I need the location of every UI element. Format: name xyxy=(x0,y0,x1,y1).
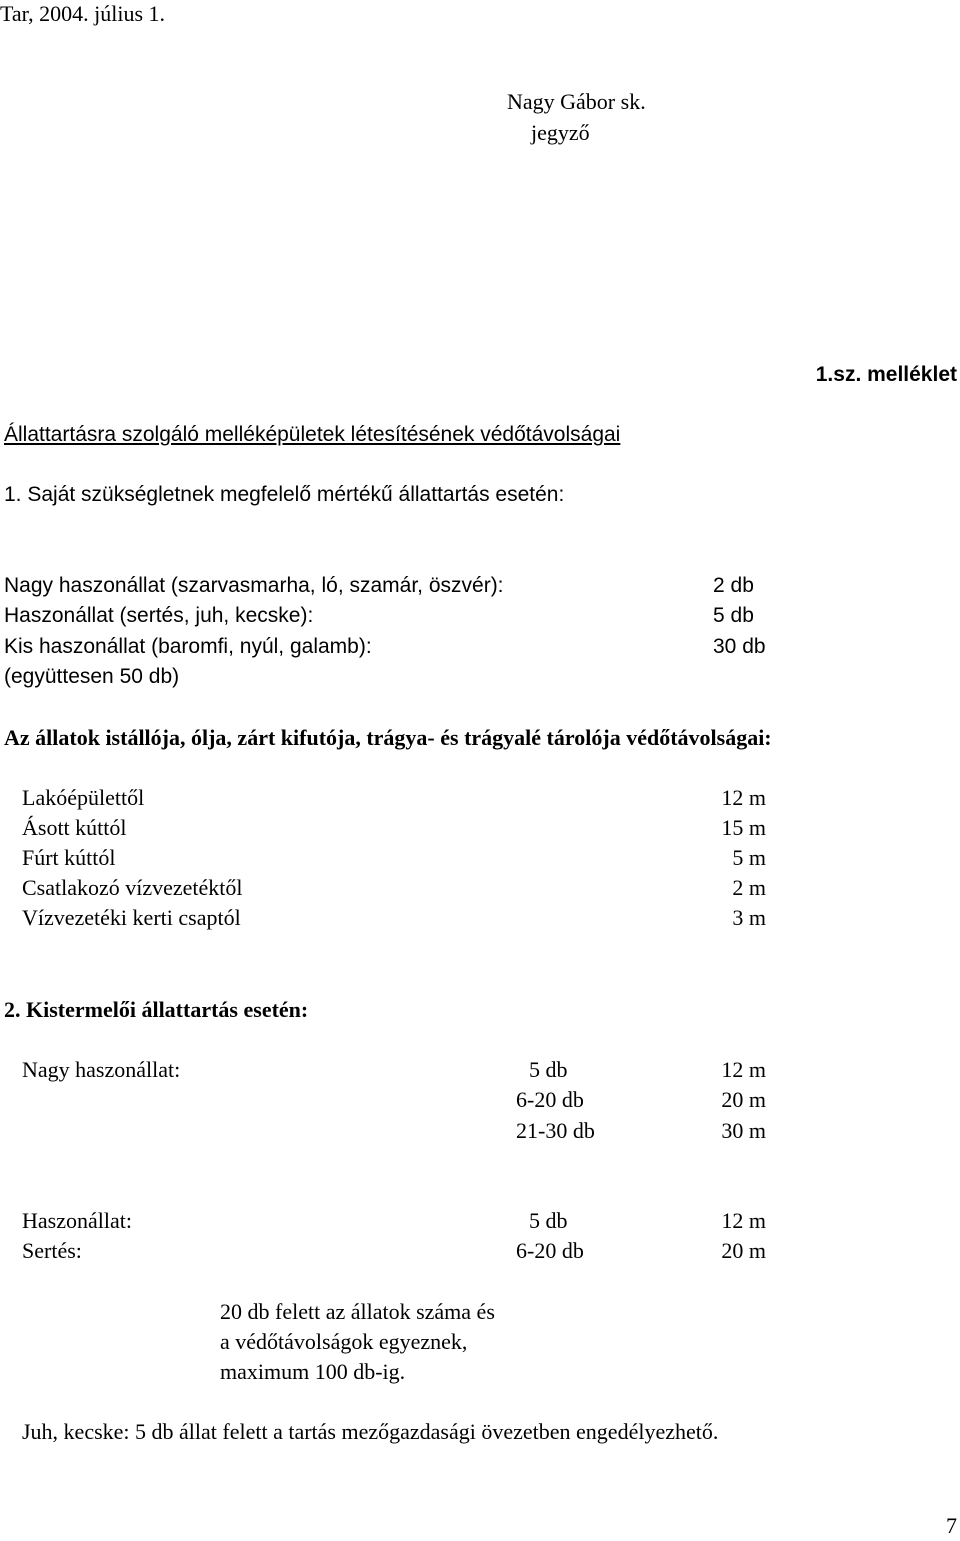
annex-label: 1.sz. melléklet xyxy=(815,363,957,386)
distance-value: 2 m xyxy=(732,875,766,900)
large-distance: 20 m xyxy=(721,1087,766,1112)
distance-value: 15 m xyxy=(721,815,766,840)
animal-label: Kis haszonállat (baromfi, nyúl, galamb): xyxy=(4,635,372,658)
animal-value: 2 db xyxy=(713,574,754,597)
distance-label: Lakóépülettől xyxy=(22,785,145,810)
distance-value: 3 m xyxy=(732,905,766,930)
large-animal-label: Nagy haszonállat: xyxy=(22,1057,181,1082)
section2-heading: 2. Kistermelői állattartás esetén: xyxy=(4,997,309,1022)
distance-value: 12 m xyxy=(721,785,766,810)
section1-heading: 1. Saját szükségletnek megfelelő mértékű állattartás esetén: xyxy=(4,483,565,506)
large-distance: 12 m xyxy=(721,1057,766,1082)
pig-label: Sertés: xyxy=(22,1238,82,1263)
large-count: 6-20 db xyxy=(516,1087,584,1112)
pig-count: 6-20 db xyxy=(516,1238,584,1263)
note-line: maximum 100 db-ig. xyxy=(220,1359,406,1384)
farm-distance: 12 m xyxy=(721,1208,766,1233)
farm-animal-label: Haszonállat: xyxy=(22,1208,132,1233)
distance-value: 5 m xyxy=(732,845,766,870)
sheep-goat-rule: Juh, kecske: 5 db állat felett a tartás mezőgazdasági övezetben engedélyezhető. xyxy=(22,1419,719,1444)
distance-label: Csatlakozó vízvezetéktől xyxy=(22,875,243,900)
distance-label: Vízvezetéki kerti csaptól xyxy=(22,905,241,930)
note-line: 20 db felett az állatok száma és xyxy=(220,1299,495,1324)
place-date: Tar, 2004. július 1. xyxy=(0,1,166,26)
page-number: 7 xyxy=(946,1513,957,1538)
distance-label: Ásott kúttól xyxy=(22,815,127,840)
animal-label: Haszonállat (sertés, juh, kecske): xyxy=(4,604,314,627)
large-distance: 30 m xyxy=(721,1118,766,1143)
signature-title: jegyző xyxy=(531,120,590,145)
large-count: 5 db xyxy=(529,1057,568,1082)
document-title: Állattartásra szolgáló melléképületek létesítésének védőtávolságai xyxy=(4,423,621,446)
note-line: a védőtávolságok egyeznek, xyxy=(220,1329,468,1354)
animal-value: 5 db xyxy=(713,604,754,627)
animal-value: 30 db xyxy=(713,635,766,658)
pig-distance: 20 m xyxy=(721,1238,766,1263)
large-count: 21-30 db xyxy=(516,1118,595,1143)
distance-label: Fúrt kúttól xyxy=(22,845,116,870)
animal-label: Nagy haszonállat (szarvasmarha, ló, szamár, öszvér): xyxy=(4,574,504,597)
distances-heading: Az állatok istállója, ólja, zárt kifutója, trágya- és trágyalé tárolója védőtávolságai: xyxy=(4,725,772,750)
signature-name: Nagy Gábor sk. xyxy=(507,89,646,114)
farm-count: 5 db xyxy=(529,1208,568,1233)
animal-note: (együttesen 50 db) xyxy=(4,665,180,688)
